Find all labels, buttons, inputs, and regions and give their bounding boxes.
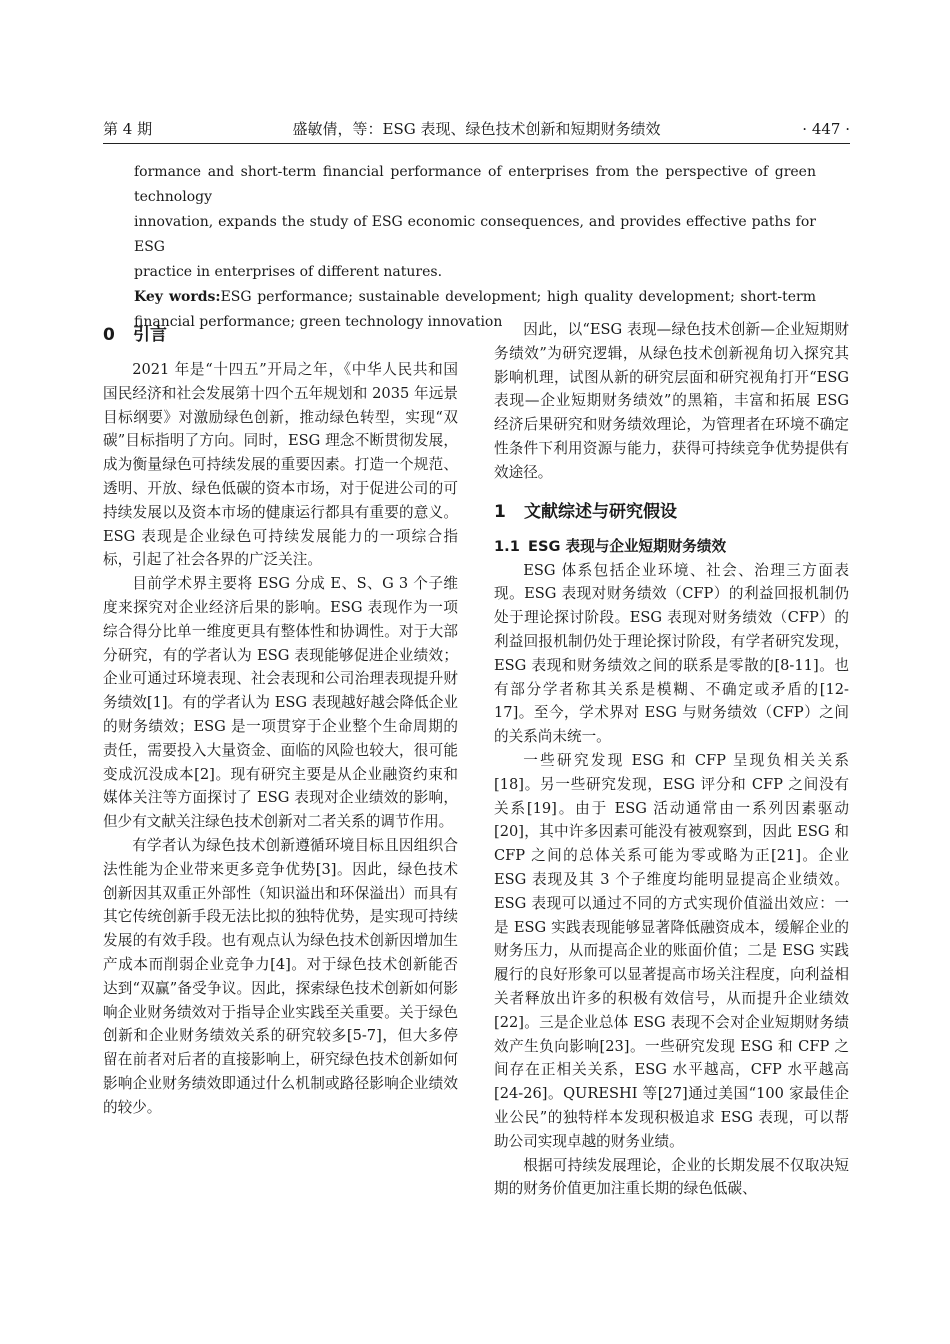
subsection-number: 1.1 bbox=[494, 537, 520, 555]
subsection-heading bbox=[494, 535, 849, 559]
abstract-line: formance and short-term financial performance of enterprises from the perspective of green technology bbox=[134, 164, 816, 205]
article-running-title: 盛敏倩，等：ESG 表现、绿色技术创新和短期财务绩效 bbox=[292, 120, 661, 138]
subsection-title: ESG 表现与企业短期财务绩效 bbox=[528, 537, 727, 555]
paragraph: 2021 年是“十四五”开局之年，《中华人民共和国国民经济和社会发展第十四个五年规划和 2035 年远景目标纲要》对激励绿色创新，推动绿色转型，实现“双碳”目标指明了方向。同时，ESG 理念不断贯彻发展，成为衡量绿色可持续发展的重要因素。打造一个规范、透明、开放、绿色低碳的资本市场，对于促进公司的可持续发展以及资本市场的健康运行都具有重要的意义。ESG 表现是企业绿色可持续发展能力的一项综合指标，引起了社会各界的广泛关注。 bbox=[103, 361, 458, 569]
paragraph: 有学者认为绿色技术创新遵循环境目标且因组织合法性能为企业带来更多竞争优势[3]。因此，绿色技术创新因其双重正外部性（知识溢出和环保溢出）而具有其它传统创新手段无法比拟的独特优势，是实现可持续发展的有效手段。也有观点认为绿色技术创新因增加生产成本而削弱企业竞争力[4]。对于绿色技术创新能否达到“双赢”备受争议。因此，探索绿色技术创新如何影响企业财务绩效对于指导企业实践至关重要。关于绿色创新和企业财务绩效关系的研究较多[5-7]，但大多停留在前者对后者的直接影响上，研究绿色技术创新如何影响企业财务绩效即通过什么机制或路径影响企业绩效的较少。 bbox=[103, 836, 458, 1116]
header-rule bbox=[103, 143, 850, 144]
keywords-label: Key words: bbox=[134, 289, 221, 305]
running-head bbox=[103, 118, 850, 142]
right-column bbox=[494, 318, 849, 1201]
paragraph: 根据可持续发展理论，企业的长期发展不仅取决短期的财务价值更加注重长期的绿色低碳、 bbox=[494, 1156, 849, 1198]
paragraph: ESG 体系包括企业环境、社会、治理三方面表现。ESG 表现对财务绩效（CFP）的利益回报机制仍处于理论探讨阶段。ESG 表现对财务绩效（CFP）的利益回报机制仍处于理论探讨阶段，有学者研究发现，ESG 表现和财务绩效之间的联系是零散的[8-11]。也有部分学者称其关系是模糊、不确定或矛盾的[12-17]。至今，学术界对 ESG 与财务绩效（CFP）之间的关系尚未统一。 bbox=[494, 561, 849, 746]
section-heading-literature-review bbox=[494, 495, 849, 529]
paragraph: 目前学术界主要将 ESG 分成 E、S、G 3 个子维度来探究对企业经济后果的影响。ESG 表现作为一项综合得分比单一维度更具有整体性和协调性。对于大部分研究，有的学者认为 ESG 表现能够促进企业绩效；企业可通过环境表现、社会表现和公司治理表现提升财务绩效[1]。有的学者认为 ESG 表现越好越会降低企业的财务绩效；ESG 是一项贯穿于企业整个生命周期的责任，需要投入大量资金、面临的风险也较大，很可能变成沉没成本[2]。现有研究主要是从企业融资约束和媒体关注等方面探讨了 ESG 表现对企业绩效的影响，但少有文献关注绿色技术创新对二者关系的调节作用。 bbox=[103, 575, 458, 831]
paragraph: 一些研究发现 ESG 和 CFP 呈现负相关关系[18]。另一些研究发现，ESG 评分和 CFP 之间没有关系[19]。由于 ESG 活动通常由一系列因素驱动[20]，其中许多因素可能没有被观察到，因此 ESG 和 CFP 之间的总体关系可能为零或略为正[21]。企业 ESG 表现及其 3 个子维度均能明显提高企业绩效。ESG 表现可以通过不同的方式实现价值溢出效应：一是 ESG 实践表现能够显著降低融资成本，缓解企业的财务压力，从而提高企业的账面价值；二是 ESG 实践履行的良好形象可以显著提高市场关注程度，向利益相关者释放出许多的积极有效信号，从而提升企业绩效[22]。三是企业总体 ESG 表现不会对企业短期财务绩效产生负向影响[23]。一些研究发现 ESG 和 CFP 之间存在正相关关系，ESG 水平越高，CFP 水平越高[24-26]。QURESHI 等[27]通过美国“100 家最佳企业公民”的独特样本发现积极追求 ESG 表现，可以帮助公司实现卓越的财务业绩。 bbox=[494, 751, 849, 1150]
paragraph: 因此，以“ESG 表现—绿色技术创新—企业短期财务绩效”为研究逻辑，从绿色技术创新视角切入探究其影响机理，试图从新的研究层面和研究视角打开“ESG 表现—企业短期财务绩效”的黑箱，丰富和拓展 ESG 经济后果研究和财务绩效理论，为管理者在环境不确定性条件下利用资源与能力，获得可持续竞争优势提供有效途径。 bbox=[494, 321, 849, 481]
page-number: · 447 · bbox=[802, 120, 850, 138]
abstract-line: practice in enterprises of different natures. bbox=[134, 264, 443, 280]
keywords-text: ESG performance; sustainable development; high quality development; short-term financial performance; green technology innovation bbox=[134, 289, 816, 330]
left-column bbox=[103, 318, 458, 1120]
english-abstract-tail bbox=[134, 160, 816, 335]
section-number: 1 bbox=[494, 501, 506, 522]
issue-number: 第 4 期 bbox=[103, 120, 153, 138]
section-title: 引言 bbox=[133, 325, 167, 345]
section-heading-introduction bbox=[103, 318, 458, 352]
section-title: 文献综述与研究假设 bbox=[524, 501, 677, 522]
abstract-line: innovation, expands the study of ESG economic consequences, and provides effective paths for ESG bbox=[134, 214, 816, 255]
section-number: 0 bbox=[103, 325, 115, 345]
